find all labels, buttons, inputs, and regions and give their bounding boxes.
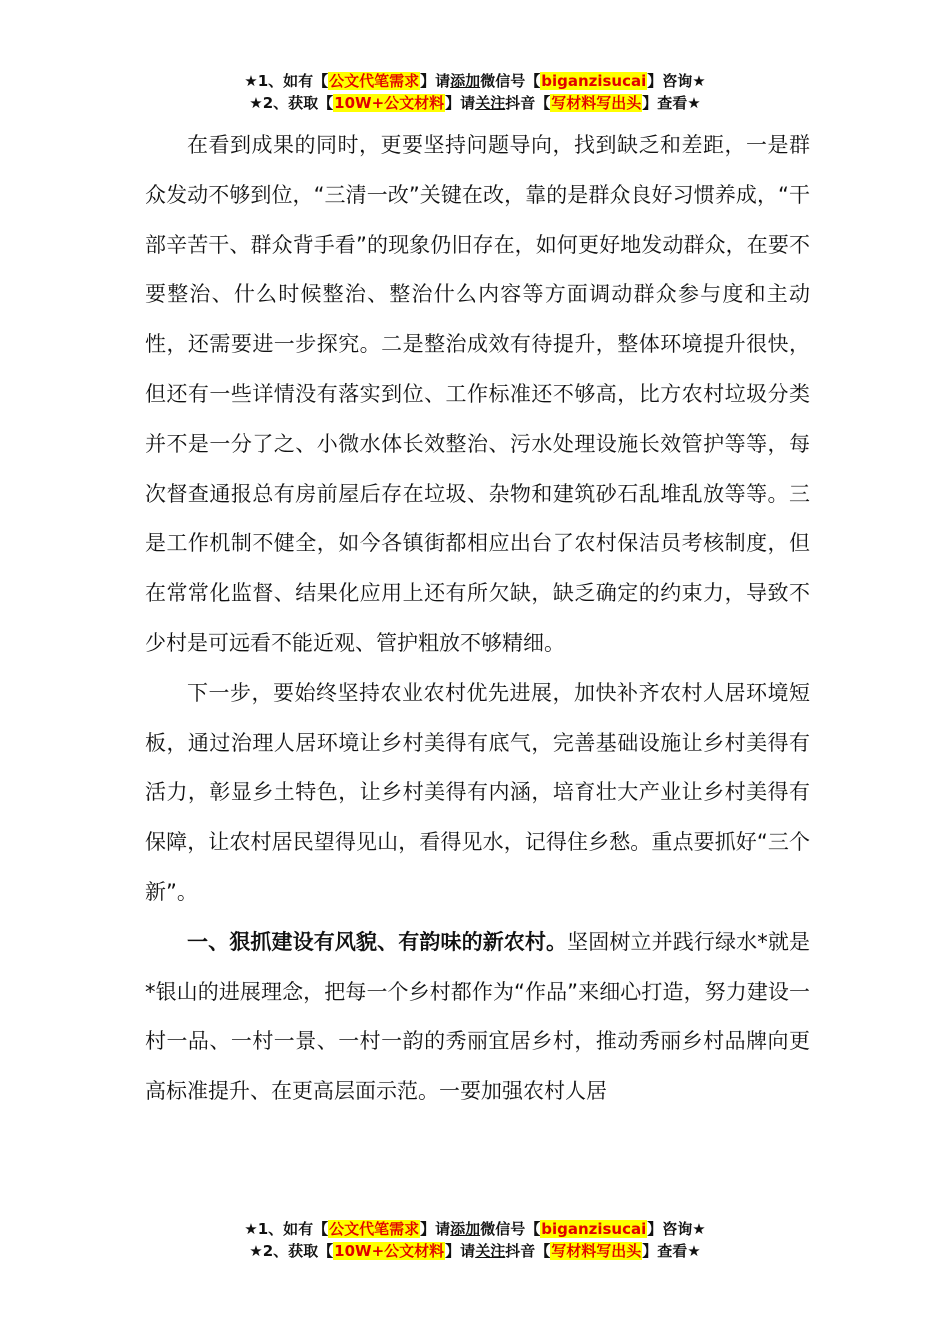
banner-text: 】查看 — [642, 94, 688, 112]
highlight-wechat-id: biganzisucai — [541, 72, 647, 90]
underlined-text: 关注 — [475, 1242, 506, 1260]
paragraph-next-steps: 下一步，要始终坚持农业农村优先进展，加快补齐农村人居环境短板，通过治理人居环境让乡村美得有底气，完善基础设施让乡村美得有活力，彰显乡土特色，让乡村美得有内涵，培育壮大产业让乡村美得有保障，让农村居民望得见山，看得见水，记得住乡愁。重点要抓好“三个新”。 — [145, 680, 810, 904]
star-icon: ★ — [244, 72, 258, 90]
star-icon: ★ — [687, 94, 701, 112]
highlight-wechat-id: biganzisucai — [541, 1220, 647, 1238]
banner-text: 】咨询 — [647, 72, 693, 90]
banner-text: 2、获取【 — [262, 1242, 334, 1260]
banner-text: 】请 — [445, 1242, 476, 1260]
highlight-service: 公文代笔需求 — [329, 72, 420, 90]
banner-line-1 — [0, 1218, 950, 1240]
banner-text: 】请 — [445, 94, 476, 112]
banner-text: 抖音【 — [505, 1242, 551, 1260]
banner-line-1 — [0, 70, 950, 92]
star-icon: ★ — [249, 1242, 263, 1260]
paragraph-section-one — [145, 918, 810, 1117]
highlight-douyin: 写材料写出头 — [551, 1242, 642, 1260]
highlight-materials: 10W+公文材料 — [334, 1242, 445, 1260]
banner-text: 】请 — [420, 72, 451, 90]
star-icon: ★ — [692, 72, 706, 90]
header-banner — [0, 70, 950, 114]
highlight-service: 公文代笔需求 — [329, 1220, 420, 1238]
star-icon: ★ — [249, 94, 263, 112]
section-text: 坚固树立并践行绿水*就是*银山的进展理念，把每一个乡村都作为“作品”来细心打造，努力建设一村一品、一村一景、一村一韵的秀丽宜居乡村，推动秀丽乡村品牌向更高标准提升、在更高层面示范。一要加强农村人居 — [145, 929, 810, 1104]
underlined-text: 添加 — [450, 1220, 481, 1238]
underlined-text: 关注 — [475, 94, 506, 112]
banner-text: 2、获取【 — [262, 94, 334, 112]
star-icon: ★ — [687, 1242, 701, 1260]
banner-text: 】查看 — [642, 1242, 688, 1260]
banner-text: 微信号【 — [480, 1220, 541, 1238]
banner-text: 1、如有【 — [257, 72, 329, 90]
banner-text: 抖音【 — [505, 94, 551, 112]
banner-text: 1、如有【 — [257, 1220, 329, 1238]
star-icon: ★ — [692, 1220, 706, 1238]
star-icon: ★ — [244, 1220, 258, 1238]
banner-text: 】咨询 — [647, 1220, 693, 1238]
banner-line-2 — [0, 92, 950, 114]
highlight-materials: 10W+公文材料 — [334, 94, 445, 112]
banner-line-2 — [0, 1240, 950, 1262]
underlined-text: 添加 — [450, 72, 481, 90]
banner-text: 微信号【 — [480, 72, 541, 90]
banner-text: 】请 — [420, 1220, 451, 1238]
document-body — [145, 121, 810, 1117]
paragraph-problems: 在看到成果的同时，更要坚持问题导向，找到缺乏和差距，一是群众发动不够到位，“三清一改”关键在改，靠的是群众良好习惯养成，“干部辛苦干、群众背手看”的现象仍旧存在，如何更好地发动群众，在要不要整治、什么时候整治、整治什么内容等方面调动群众参与度和主动性，还需要进一步探究。二是整治成效有待提升，整体环境提升很快，但还有一些详情没有落实到位、工作标准还不够高，比方农村垃圾分类并不是一分了之、小微水体长效整治、污水处理设施长效管护等等，每次督查通报总有房前屋后存在垃圾、杂物和建筑砂石乱堆乱放等等。三是工作机制不健全，如今各镇街都相应出台了农村保洁员考核制度，但在常常化监督、结果化应用上还有所欠缺，缺乏确定的约束力，导致不少村是可远看不能近观、管护粗放不够精细。 — [145, 133, 810, 655]
footer-banner — [0, 1218, 950, 1262]
highlight-douyin: 写材料写出头 — [551, 94, 642, 112]
section-heading: 一、狠抓建设有风貌、有韵味的新农村。 — [187, 929, 568, 954]
